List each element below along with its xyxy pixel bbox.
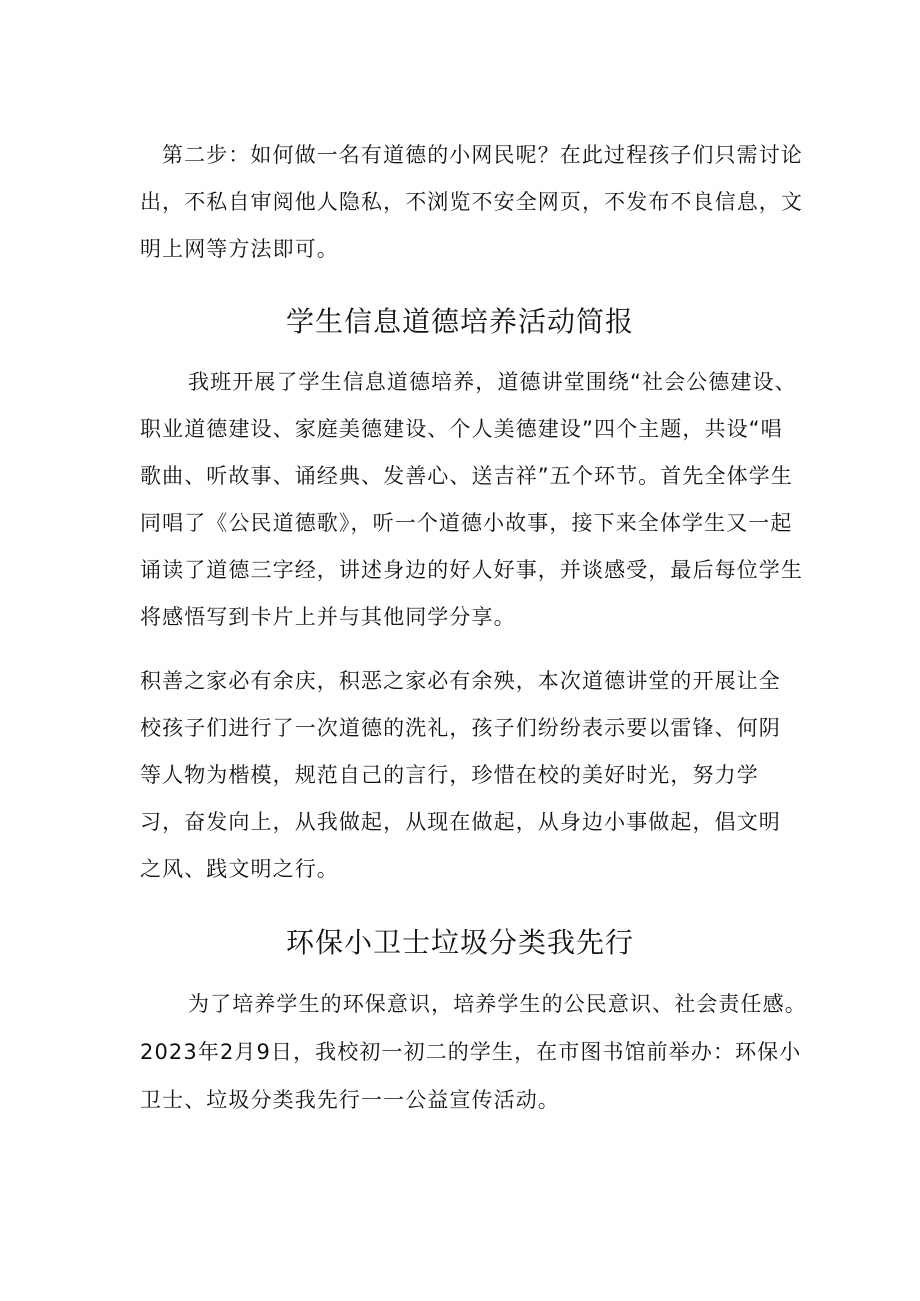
section-title: 学生信息道德培养活动简报 [285, 305, 634, 338]
text-line: 将感悟写到卡片上并与其他同学分享。 [140, 605, 516, 629]
text-line: 出，不私自审阅他人隐私，不浏览不安全网页，不发布不良信息，文 [140, 190, 803, 214]
text-line: 歌曲、听故事、诵经典、发善心、送吉祥”五个环节。首先全体学生 [140, 464, 793, 488]
text-line: 为了培养学生的环保意识，培养学生的公民意识、社会责任感。 [188, 992, 807, 1016]
text-line: 同唱了《公民道德歌》，听一个道德小故事，接下来全体学生又一起 [140, 511, 793, 535]
text-line: 诵读了道德三字经，讲述身边的好人好事，并谈感受，最后每位学生 [140, 558, 803, 582]
text-line: 习，奋发向上，从我做起，从现在做起，从身边小事做起，倡文明 [140, 810, 781, 834]
text-line: 卫士、垃圾分类我先行一一公益宣传活动。 [140, 1088, 560, 1112]
text-line: 我班开展了学生信息道德培养，道德讲堂围绕“社会公德建设、 [188, 370, 797, 394]
section-title: 环保小卫士垃圾分类我先行 [285, 926, 634, 959]
text-line: 校孩子们进行了一次道德的洗礼，孩子们纷纷表示要以雷锋、何阴 [140, 716, 781, 740]
text-line: 积善之家必有余庆，积恶之家必有余殃，本次道德讲堂的开展让全 [140, 669, 781, 693]
text-line: 之风、践文明之行。 [140, 857, 339, 881]
text-line: 职业道德建设、家庭美德建设、个人美德建设”四个主题，共设“唱 [140, 417, 783, 441]
text-line: 等人物为楷模，规范自己的言行，珍惜在校的美好时光，努力学 [140, 763, 759, 787]
text-line: 第二步：如何做一名有道德的小网民呢？在此过程孩子们只需讨论 [162, 143, 803, 167]
text-line: 2023年2月9日，我校初一初二的学生，在市图书馆前举办：环保小 [140, 1040, 802, 1064]
text-line: 明上网等方法即可。 [140, 237, 339, 261]
